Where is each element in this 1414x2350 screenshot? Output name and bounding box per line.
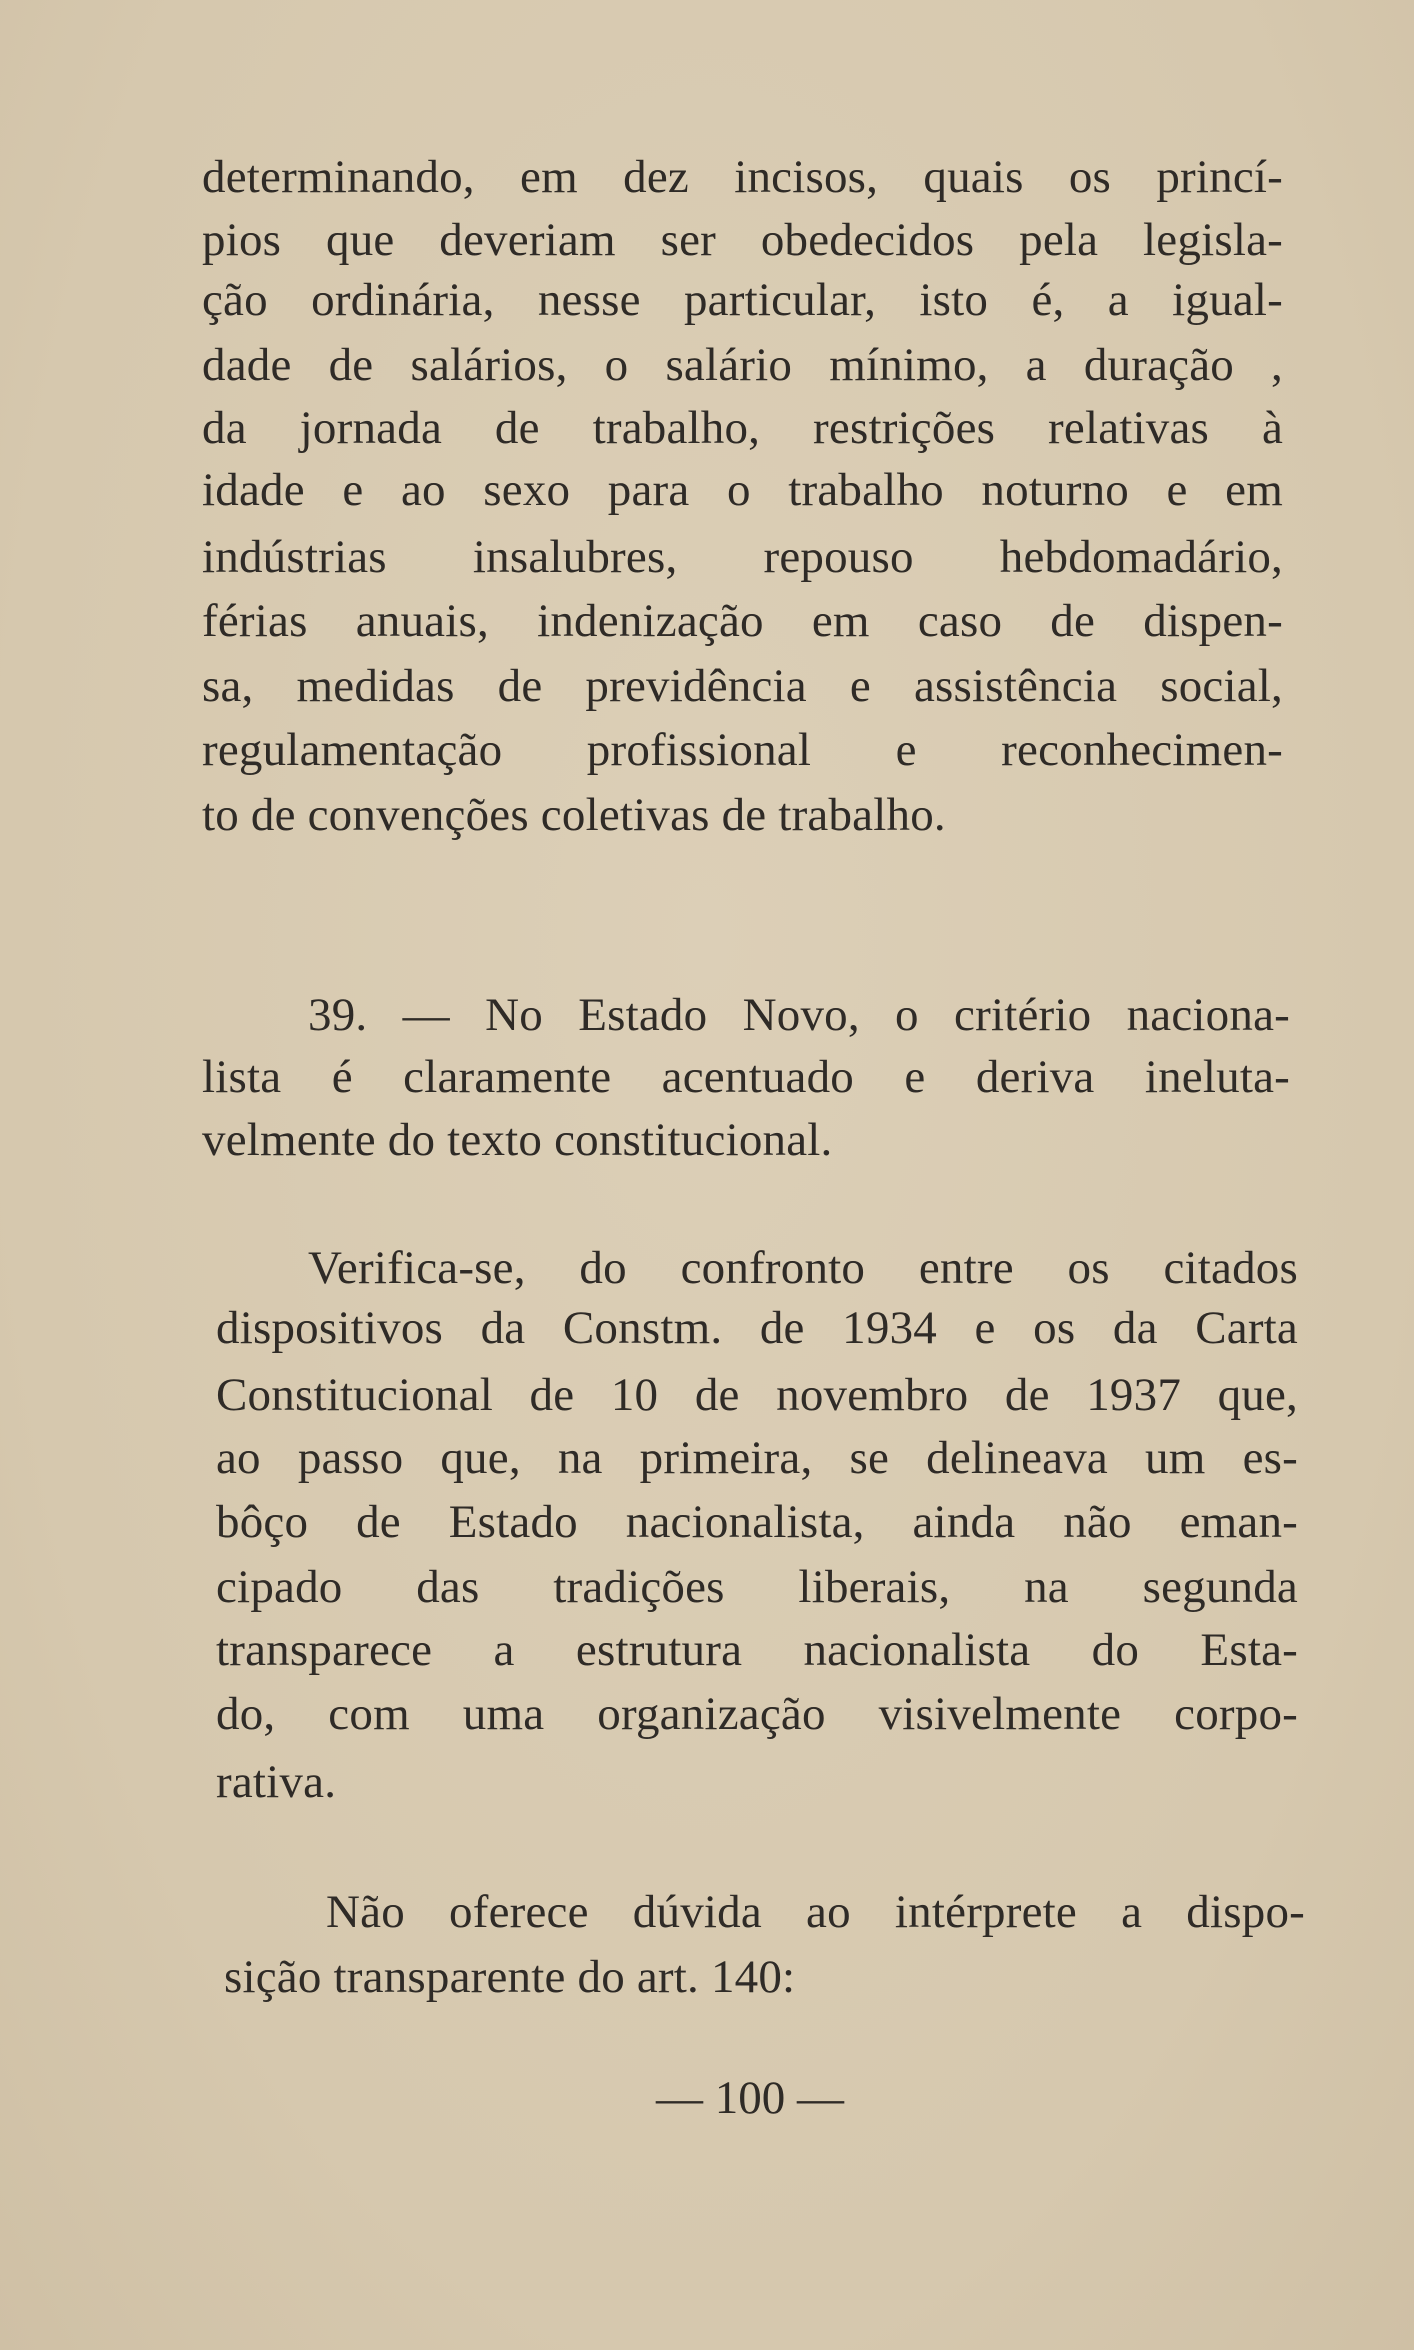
text-line: pios que deveriam ser obedecidos pela legisla-	[202, 214, 1283, 266]
text-line: 39. — No Estado Novo, o critério naciona-	[308, 989, 1290, 1041]
text-line: idade e ao sexo para o trabalho noturno e em	[202, 464, 1283, 516]
text-line: sa, medidas de previdência e assistência social,	[202, 660, 1283, 712]
text-line: regulamentação profissional e reconhecimen-	[202, 724, 1283, 776]
text-line: sição transparente do art. 140:	[224, 1951, 796, 2003]
text-line: dade de salários, o salário mínimo, a duração ,	[202, 339, 1283, 391]
text-line: velmente do texto constitucional.	[202, 1114, 833, 1166]
text-line: bôço de Estado nacionalista, ainda não eman-	[216, 1496, 1298, 1548]
text-line: Constitucional de 10 de novembro de 1937 que,	[216, 1369, 1298, 1421]
text-line: Verifica-se, do confronto entre os citados	[308, 1242, 1298, 1294]
text-line: férias anuais, indenização em caso de dispen-	[202, 595, 1283, 647]
text-line: transparece a estrutura nacionalista do Esta-	[216, 1624, 1298, 1676]
text-line: ao passo que, na primeira, se delineava um es-	[216, 1432, 1298, 1484]
text-line: do, com uma organização visivelmente corpo-	[216, 1688, 1298, 1740]
text-line: indústrias insalubres, repouso hebdomadário,	[202, 531, 1283, 583]
text-line: cipado das tradições liberais, na segunda	[216, 1561, 1298, 1613]
text-line: rativa.	[216, 1756, 337, 1808]
text-line: dispositivos da Constm. de 1934 e os da Carta	[216, 1302, 1298, 1354]
text-line: ção ordinária, nesse particular, isto é, a igual-	[202, 274, 1283, 326]
text-line: da jornada de trabalho, restrições relativas à	[202, 402, 1283, 454]
text-line: lista é claramente acentuado e deriva ineluta-	[202, 1051, 1290, 1103]
text-line: Não oferece dúvida ao intérprete a dispo-	[326, 1886, 1305, 1938]
text-line: to de convenções coletivas de trabalho.	[202, 789, 946, 841]
page-number: — 100 —	[656, 2072, 844, 2124]
text-line: determinando, em dez incisos, quais os princí-	[202, 151, 1283, 203]
